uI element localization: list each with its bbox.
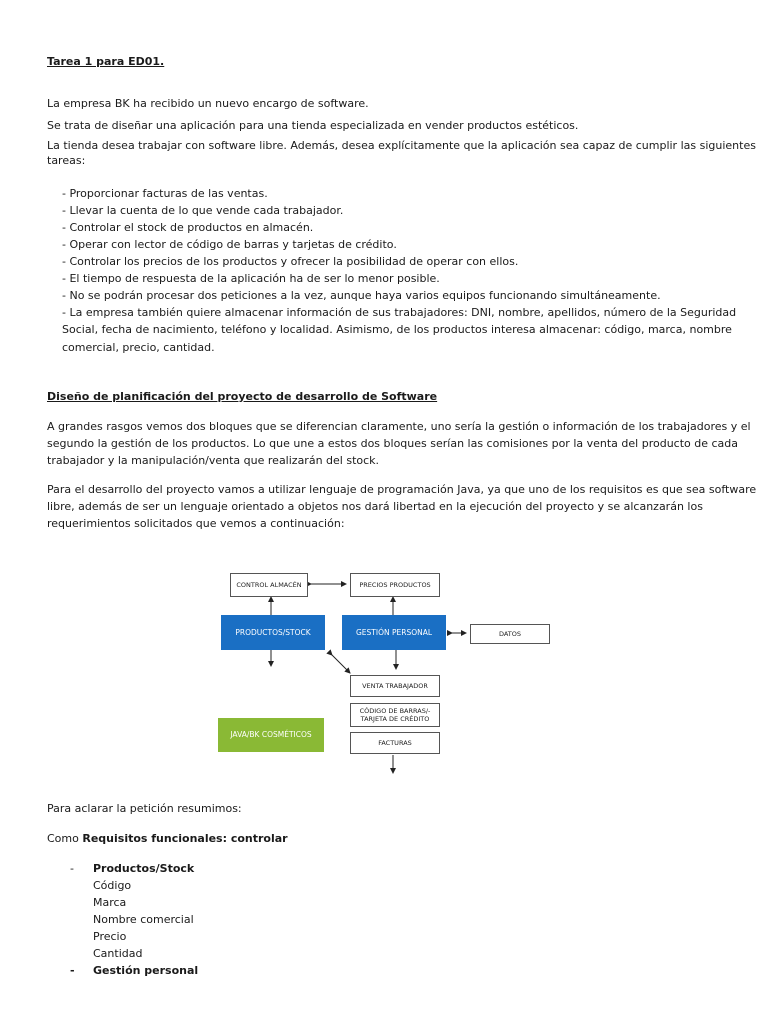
list-dash: - [70,862,74,875]
requirements-prefix: Como [47,832,83,845]
box-venta-trabajador: VENTA TRABAJADOR [350,675,440,697]
list-dash: - [70,964,75,977]
box-productos-stock: PRODUCTOS/STOCK [221,615,325,650]
intro-line: La empresa BK ha recibido un nuevo encargo de software. [47,97,369,110]
box-facturas: FACTURAS [350,732,440,754]
task-item: - No se podrán procesar dos peticiones a la vez, aunque haya varios equipos funcionando simultáneamente. [62,289,661,302]
intro-line: tareas: [47,154,86,167]
codigo-barras-line2: TARJETA DE CRÉDITO [360,715,430,723]
section-heading: Diseño de planificación del proyecto de desarrollo de Software [47,390,438,403]
task-item: - Llevar la cuenta de lo que vende cada trabajador. [62,204,344,217]
paragraph-line: requerimientos solicitados que vemos a continuación: [47,517,345,530]
req-group-productos: Productos/Stock [93,862,195,875]
requirements-heading [47,830,288,847]
task-item: - Proporcionar facturas de las ventas. [62,187,268,200]
requirements-bold: Requisitos funcionales: controlar [82,832,288,845]
box-precios-productos: PRECIOS PRODUCTOS [350,573,440,597]
task-item: - La empresa también quiere almacenar información de sus trabajadores: DNI, nombre, apellidos, número de la Seguridad [62,306,737,319]
task-continuation: comercial, precio, cantidad. [62,341,215,354]
task-item: - El tiempo de respuesta de la aplicación ha de ser lo menor posible. [62,272,440,285]
box-control-almacen: CONTROL ALMACÉN [230,573,308,597]
paragraph-line: libre, además de ser un lenguaje orientado a objetos nos dará libertad en la ejecución del proyecto y se alcanzarán los [47,500,703,513]
paragraph-line: trabajador y la manipulación/venta que realizarán del stock. [47,454,380,467]
summary-intro: Para aclarar la petición resumimos: [47,802,242,815]
req-group-gestion: Gestión personal [93,964,199,977]
task-item: - Controlar el stock de productos en almacén. [62,221,314,234]
box-gestion-personal: GESTIÓN PERSONAL [342,615,446,650]
task-continuation: Social, fecha de nacimiento, teléfono y localidad. Asimismo, de los productos interesa almacenar: código, marca, nombre [62,323,732,336]
intro-line: La tienda desea trabajar con software libre. Además, desea explícitamente que la aplicación sea capaz de cumplir las siguientes [47,139,756,152]
box-codigo-barras [350,703,440,727]
req-item: Marca [93,896,127,909]
document-title: Tarea 1 para ED01. [47,55,165,68]
task-item: - Operar con lector de código de barras y tarjetas de crédito. [62,238,397,251]
task-item: - Controlar los precios de los productos y ofrecer la posibilidad de operar con ellos. [62,255,519,268]
paragraph-line: Para el desarrollo del proyecto vamos a utilizar lenguaje de programación Java, ya que uno de los requisitos es que sea software [47,483,757,496]
arrow-productos-venta [332,655,350,673]
req-item: Cantidad [93,947,143,960]
intro-line: Se trata de diseñar una aplicación para una tienda especializada en vender productos estéticos. [47,119,579,132]
req-item: Código [93,879,132,892]
paragraph-line: A grandes rasgos vemos dos bloques que se diferencian claramente, uno sería la gestión o información de los trabajadores y el [47,420,751,433]
paragraph-line: segundo la gestión de los productos. Lo que une a estos dos bloques serían las comisiones por la venta del producto de cada [47,437,739,450]
req-item: Precio [93,930,127,943]
box-datos: DATOS [470,624,550,644]
req-item: Nombre comercial [93,913,194,926]
architecture-diagram [208,563,528,783]
codigo-barras-line1: CÓDIGO DE BARRAS/- [359,707,431,715]
box-java-bk-cosmeticos: JAVA/BK COSMÉTICOS [218,718,324,752]
